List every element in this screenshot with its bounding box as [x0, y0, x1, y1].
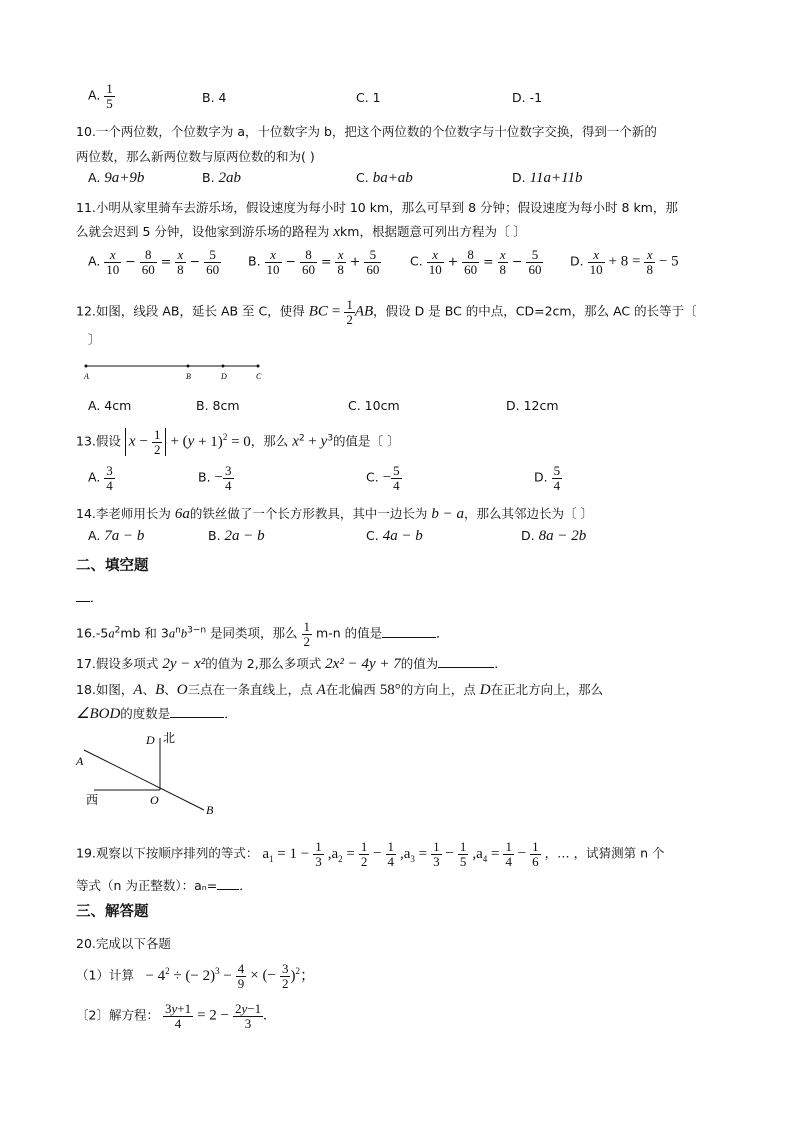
- fig-label-north: 北: [163, 731, 176, 745]
- q18-text-line2: ∠BOD的度数是 ．: [76, 706, 237, 722]
- q11-option-b: B. $\frac{x}{10}$ − $\frac{8}{60}$ = $\frac{x}{8}$ + $\frac{5}{60}$: [248, 247, 380, 277]
- section-heading-fill-in: 二、填空题: [76, 558, 149, 574]
- q20-title: 20.完成以下各题: [76, 936, 171, 951]
- q12-option-d: D. 12cm: [506, 398, 559, 413]
- q13-option-c: C. − $\frac{5}{4}$: [366, 463, 400, 493]
- q9-option-c: C. 1: [356, 90, 381, 105]
- q12-segment-figure: [80, 360, 270, 384]
- q14-option-a: A. 7a − b: [88, 528, 145, 544]
- q12-text-line1: 12.如图，线段 AB，延长 AB 至 C，使得 BC = $\frac{1}{2}$ AB，假设 D 是 BC 的中点，CD=2cm，那么 AC 的长等于〔: [76, 297, 697, 327]
- q10-option-d: D. 11a+11b: [512, 170, 583, 186]
- q20-part2: 〔2〕解方程： $\frac{3y+1}{4}$ = 2 − $\frac{2y-1}{3}$ .: [76, 1001, 267, 1031]
- q13-option-b: B. − $\frac{3}{4}$: [198, 463, 232, 493]
- q19-text-line1: 19.观察以下按顺序排列的等式： $a_1 = 1$ − $\frac{1}{3}$ $,a_2$ = $\frac{1}{2}$ − $\frac{1}{4}$ $,a_3$ = $\frac{1}{3}$ − $\frac{1}{5}$ $,a_4$ = $\frac{1}{4}$ − $\frac{1}{6}$ ，… ，试猜测第 n 个: [76, 839, 665, 869]
- point-label-b: B: [186, 372, 191, 381]
- q9-option-d: D. -1: [512, 90, 543, 105]
- q10-option-b: B. 2ab: [202, 170, 242, 186]
- q12-option-a: A. 4cm: [88, 398, 132, 413]
- q11-text-line2: 么就会迟到 5 分钟，设他家到游乐场的路程为 xkm，根据题意可列出方程为〔 〕: [76, 224, 526, 240]
- fig-label-west: 西: [86, 793, 99, 807]
- q10-text-line2: 两位数，那么新两位数与原两位数的和为( ): [76, 149, 315, 164]
- q11-text-line1: 11.小明从家里骑车去游乐场，假设速度为每小时 10 km，那么可早到 8 分钟；假设速度为每小时 8 km，那: [76, 200, 678, 215]
- q18-text-line1: 18.如图，A、B、O三点在一条直线上，点 A在北偏西 58°的方向上，点 D在正北方向上，那么: [76, 682, 604, 698]
- q14-option-c: C. 4a − b: [366, 528, 423, 544]
- fig-label-a: A: [76, 754, 84, 768]
- q12-option-b: B. 8cm: [196, 398, 240, 413]
- q16-text: $16.-5a^2mb$ 和 $3a^nb^{3-n}$ 是同类项，那么 $\frac{1}{2}$ m-n 的值是 ．: [76, 619, 449, 649]
- point-label-d: D: [221, 372, 227, 381]
- fig-label-b: B: [206, 803, 214, 817]
- q20-part1: （1）计算 − $4^2$ ÷ (− 2)$^3$ − $\frac{4}{9}$ × (− $\frac{3}{2}$ )$^2$；: [76, 961, 315, 991]
- q11-option-d: D. $\frac{x}{10}$ + 8 = $\frac{x}{8}$ − 5: [570, 247, 679, 277]
- q18-direction-figure: [74, 728, 224, 818]
- q14-option-b: B. 2a − b: [208, 528, 265, 544]
- q12-option-c: C. 10cm: [348, 398, 400, 413]
- fig-label-d: D: [146, 733, 155, 747]
- q12-text-line2: 〕: [88, 332, 101, 347]
- q13-option-a: A. $\frac{3}{4}$: [88, 463, 113, 493]
- q10-text-line1: 10.一个两位数，个位数字为 a，十位数字为 b，把这个两位数的个位数字与十位数字交换，得到一个新的: [76, 124, 657, 139]
- q14-option-d: D. 8a − 2b: [521, 528, 587, 544]
- q10-option-a: A. 9a+9b: [88, 170, 145, 186]
- q9-option-a: A. $\frac{1}{5}$: [88, 81, 113, 111]
- q13-text: 13.假设 x − $\frac{1}{2}$ + $(y + 1)^2 = 0$，那么 $x^2 + y^3$的值是〔 〕: [76, 427, 400, 457]
- point-label-c: C: [256, 372, 262, 381]
- q11-option-c: C. $\frac{x}{10}$ + $\frac{8}{60}$ = $\frac{x}{8}$ − $\frac{5}{60}$: [410, 247, 542, 277]
- q15-text: ．: [76, 588, 103, 606]
- point-label-a: A: [84, 372, 89, 381]
- q9-option-b: B. 4: [202, 90, 227, 105]
- q10-option-c: C. ba+ab: [356, 170, 413, 186]
- q19-text-line2: 等式（n 为正整数）：aₙ= ．: [76, 878, 252, 893]
- q17-text: 17.假设多项式 2y − x²的值为 2,那么多项式 2x² − 4y + 7的值为 .: [76, 656, 499, 672]
- section-heading-solve: 三、解答题: [76, 904, 149, 920]
- fig-label-o: O: [150, 793, 159, 807]
- q14-text: 14.李老师用长为 6a的铁丝做了一个长方形教具，其中一边长为 b − a，那么其邻边长为〔 〕: [76, 506, 593, 522]
- q13-option-d: D. $\frac{5}{4}$: [534, 463, 561, 493]
- q11-option-a: A. $\frac{x}{10}$ − $\frac{8}{60}$ = $\frac{x}{8}$ − $\frac{5}{60}$: [88, 247, 220, 277]
